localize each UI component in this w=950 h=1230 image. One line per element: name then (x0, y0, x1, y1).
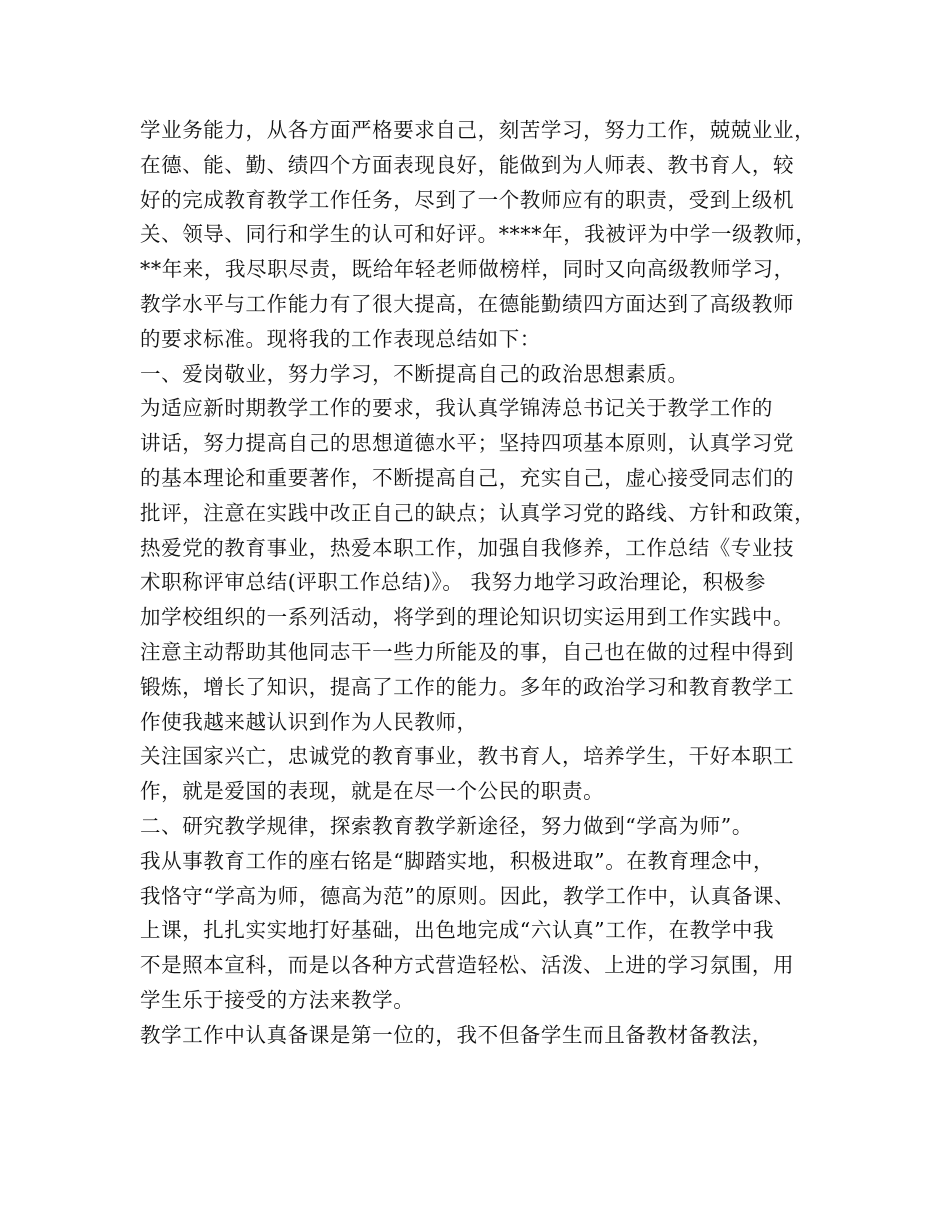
text-line: 批评，注意在实践中改正自己的缺点；认真学习党的路线、方针和政策， (140, 500, 816, 525)
text-line: 术职称评审总结(评职工作总结)》。 我努力地学习政治理论，积极参 (140, 570, 766, 595)
text-line: 在德、能、勤、绩四个方面表现良好，能做到为人师表、教书育人，较 (140, 152, 795, 177)
text-line: **年来，我尽职尽责，既给年轻老师做榜样，同时又向高级教师学习， (140, 257, 795, 282)
text-line: 上课，扎扎实实地打好基础，出色地完成“六认真”工作，在教学中我 (140, 918, 775, 943)
text-line: 不是照本宣科，而是以各种方式营造轻松、活泼、上进的学习氛围，用 (140, 953, 795, 978)
text-line: 好的完成教育教学工作任务，尽到了一个教师应有的职责，受到上级机 (140, 187, 795, 212)
text-line: 关、领导、同行和学生的认可和好评。****年，我被评为中学一级教师， (140, 222, 817, 247)
text-line: 关注国家兴亡，忠诚党的教育事业，教书育人，培养学生，干好本职工 (140, 744, 795, 769)
text-line: 锻炼，增长了知识，提高了工作的能力。多年的政治学习和教育教学工 (140, 674, 795, 699)
text-line: 我从事教育工作的座右铭是“脚踏实地，积极进取”。在教育理念中， (140, 848, 775, 873)
text-line: 讲话，努力提高自己的思想道德水平；坚持四项基本原则，认真学习党 (140, 431, 795, 456)
text-line: 热爱党的教育事业，热爱本职工作，加强自我修养，工作总结《专业技 (140, 535, 795, 560)
section-heading: 一、爱岗敬业，努力学习，不断提高自己的政治思想素质。 (140, 361, 689, 386)
text-line: 教学水平与工作能力有了很大提高，在德能勤绩四方面达到了高级教师 (140, 291, 795, 316)
text-line: 教学工作中认真备课是第一位的，我不但备学生而且备教材备教法， (140, 1022, 773, 1047)
text-line: 作使我越来越认识到作为人民教师， (140, 709, 478, 734)
text-line: 学生乐于接受的方法来教学。 (140, 987, 415, 1012)
text-line: 学业务能力，从各方面严格要求自己，刻苦学习，努力工作，兢兢业业， (140, 118, 816, 142)
body-text (140, 113, 830, 1053)
text-line: 作，就是爱国的表现，就是在尽一个公民的职责。 (140, 779, 605, 804)
text-line: 的基本理论和重要著作，不断提高自己，充实自己，虚心接受同志们的 (140, 465, 795, 490)
section-heading: 二、研究教学规律，探索教育教学新途径，努力做到“学高为师”。 (140, 813, 753, 838)
text-line: 加学校组织的一系列活动，将学到的理论知识切实运用到工作实践中。 (140, 605, 795, 630)
text-line: 注意主动帮助其他同志干一些力所能及的事，自己也在做的过程中得到 (140, 639, 795, 664)
text-line: 为适应新时期教学工作的要求，我认真学锦涛总书记关于教学工作的 (140, 396, 773, 421)
text-line: 的要求标准。现将我的工作表现总结如下： (140, 326, 541, 351)
text-line: 我恪守“学高为师，德高为范”的原则。因此，教学工作中，认真备课、 (140, 883, 796, 908)
